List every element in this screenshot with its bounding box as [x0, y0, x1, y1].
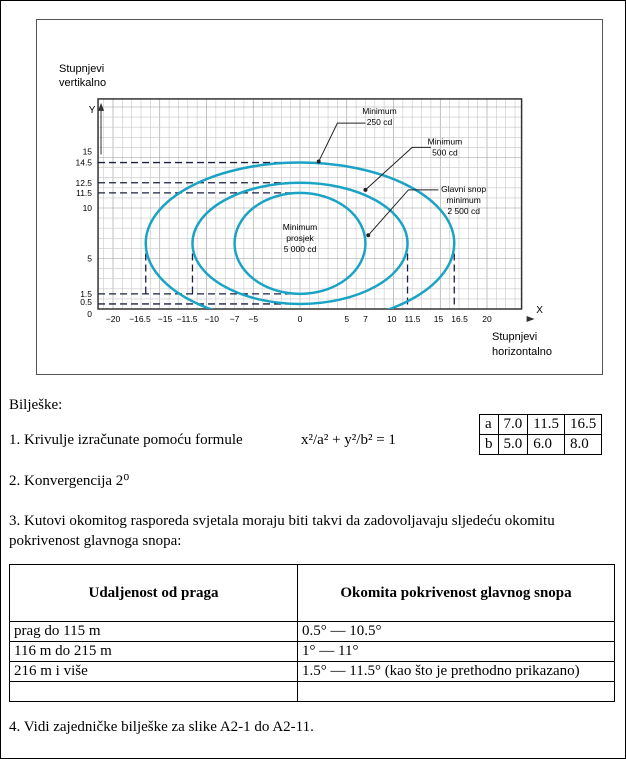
x-tick-label: −11.5	[176, 314, 198, 324]
ab-table	[479, 414, 602, 455]
x-arrow-icon	[527, 316, 535, 322]
annotation-text: minimum	[446, 194, 481, 205]
x-tick-label: −7	[229, 314, 240, 324]
notes-heading: Bilješke:	[9, 397, 63, 413]
x-tick-label: −15	[157, 314, 173, 324]
x-title: horizontalno	[492, 346, 552, 358]
x-tick-label: 15	[433, 314, 444, 324]
note-4: 4. Vidi zajedničke bilješke za slike A2-1 do A2-11.	[9, 719, 314, 735]
x-tick-label: −5	[248, 314, 259, 324]
annotation-text: Minimum	[427, 136, 463, 147]
table-cell: 116 m do 215 m	[10, 642, 298, 662]
formula: x²/a² + y²/b² = 1	[301, 432, 396, 448]
x-tick-label: 5	[344, 314, 350, 324]
table-cell	[298, 682, 615, 702]
annotation-arrow	[365, 147, 430, 189]
table-cell: 0.5° — 10.5°	[298, 622, 615, 642]
ellipse-chart	[37, 20, 602, 374]
y-title: vertikalno	[59, 77, 107, 89]
x-tick-label: −16.5	[129, 314, 151, 324]
ab-cell: 7.0	[498, 415, 528, 435]
y-axis-label: Y	[88, 104, 96, 116]
y-tick-label: 10	[82, 203, 93, 213]
x-tick-label: 7	[363, 314, 368, 324]
beam-coverage-diagram	[36, 19, 603, 375]
ab-cell: b	[480, 435, 499, 455]
y-tick-label: 1.5	[80, 288, 93, 299]
arrow-head-icon	[363, 188, 367, 192]
annotation-arrow	[319, 123, 366, 161]
header-distance: Udaljenost od praga	[10, 565, 298, 622]
note-1: 1. Krivulje izračunate pomoću formule	[9, 432, 243, 448]
ab-cell: 8.0	[564, 435, 601, 455]
y-tick-label: 0	[87, 309, 93, 319]
arrow-head-icon	[317, 160, 321, 164]
x-title: Stupnjevi	[492, 331, 538, 343]
y-tick-label: 14.5	[75, 157, 93, 168]
annotation-text: 2 500 cd	[447, 205, 480, 216]
y-tick-label: 11.5	[76, 187, 93, 198]
ab-row	[480, 415, 602, 435]
y-tick-label: 12.5	[75, 177, 93, 188]
x-tick-label: −10	[204, 314, 219, 324]
annotation-text: 250 cd	[366, 117, 393, 128]
table-row	[10, 642, 615, 662]
table-row	[10, 682, 615, 702]
table-row	[10, 622, 615, 642]
note-2: 2. Konvergencija 2⁰	[9, 473, 130, 489]
note-3: 3. Kutovi okomitog rasporeda svjetala moraju biti takvi da zadovoljavaju sljedeću okomitu pokrivenost glavnoga snopa:	[9, 513, 555, 549]
annotation-text: 500 cd	[432, 147, 458, 158]
x-tick-label: −20	[105, 314, 121, 324]
ab-row	[480, 435, 602, 455]
table-cell: 1.5° — 11.5° (kao što je prethodno prikazano)	[298, 662, 615, 682]
table-cell	[10, 682, 298, 702]
table-cell: 216 m i više	[10, 662, 298, 682]
x-axis-label: X	[536, 305, 543, 316]
ab-cell: 11.5	[528, 415, 565, 435]
y-title: Stupnjevi	[59, 63, 105, 75]
annotation-text: Minimum	[362, 106, 397, 117]
annotation-text: 5 000 cd	[283, 244, 317, 255]
x-tick-label: 11.5	[404, 314, 421, 324]
annotation-text: prosjek	[286, 233, 314, 244]
table-cell: prag do 115 m	[10, 622, 298, 642]
ab-cell: 5.0	[498, 435, 528, 455]
annotation-text: Glavni snop	[441, 183, 487, 194]
table-cell: 1° — 11°	[298, 642, 615, 662]
coverage-table	[9, 564, 615, 702]
ab-cell: a	[480, 415, 499, 435]
arrow-head-icon	[366, 233, 370, 237]
annotation-text: Minimum	[282, 222, 318, 233]
ab-cell: 16.5	[564, 415, 601, 435]
ab-cell: 6.0	[528, 435, 565, 455]
x-tick-label: 0	[297, 314, 303, 324]
y-tick-label: 5	[87, 253, 93, 264]
x-tick-label: 20	[482, 314, 492, 324]
y-tick-label: 0.5	[80, 296, 93, 307]
x-tick-label: 16.5	[451, 314, 468, 324]
table-row	[10, 662, 615, 682]
x-tick-label: 10	[387, 314, 397, 324]
header-coverage: Okomita pokrivenost glavnog snopa	[298, 565, 615, 622]
y-tick-label: 15	[82, 146, 93, 157]
